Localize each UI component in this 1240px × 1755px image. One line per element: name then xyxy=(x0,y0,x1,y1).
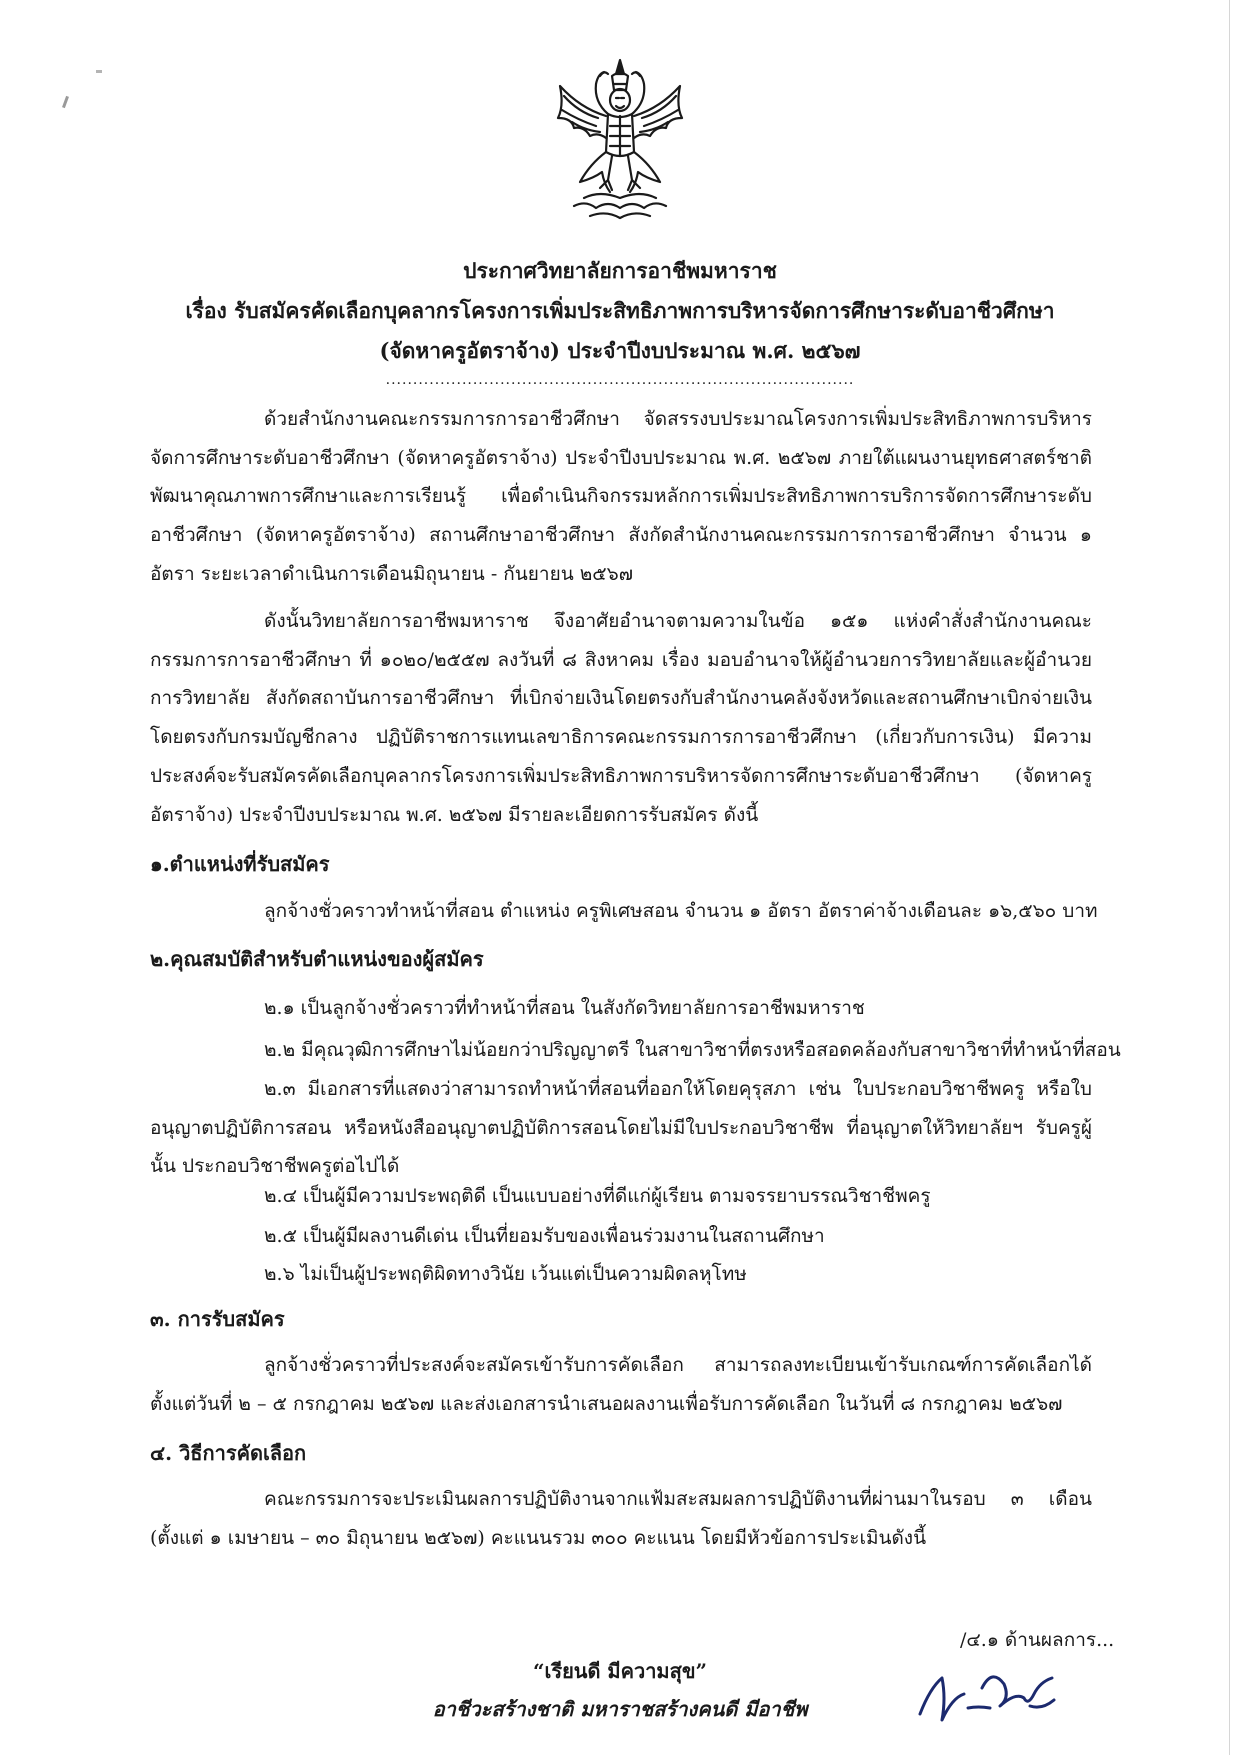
handwritten-signature-icon xyxy=(912,1648,1082,1728)
scan-speck xyxy=(96,70,102,73)
announcement-subject: เรื่อง รับสมัครคัดเลือกบุคลากรโครงการเพิ่มประสิทธิภาพการบริหารจัดการศึกษาระดับอาชีวศึกษา xyxy=(185,298,1055,323)
school-motto: “เรียนดี มีความสุข” xyxy=(532,1659,707,1683)
qualification-item: ๒.๑ เป็นลูกจ้างชั่วคราวที่ทำหน้าที่สอน ในสังกัดวิทยาลัยการอาชีพมหาราช xyxy=(264,997,865,1019)
garuda-emblem-icon xyxy=(550,56,690,226)
announcement-subject-continued: (จัดหาครูอัตราจ้าง) ประจำปีงบประมาณ พ.ศ. ๒๕๖๗ xyxy=(379,338,861,363)
qualification-item: ๒.๒ มีคุณวุฒิการศึกษาไม่น้อยกว่าปริญญาตรี ในสาขาวิชาที่ตรงหรือสอดคล้องกับสาขาวิชาที่ทำหน้าที่สอน xyxy=(264,1039,1121,1061)
section-heading: ๒.คุณสมบัติสำหรับตำแหน่งของผู้สมัคร xyxy=(150,947,484,971)
intro-paragraph: ด้วยสำนักงานคณะกรรมการการอาชีวศึกษา จัดสรรงบประมาณโครงการเพิ่มประสิทธิภาพการบริหารจัดการศึกษาระดับอาชีวศึกษา (จัดหาครูอัตราจ้าง) ประจำปีงบประมาณ พ.ศ. ๒๕๖๗ ภายใต้แผนงานยุทธศาสตร์ชาติพัฒนาคุณภาพการศึกษาและการเรียนรู้ เพื่อดำเนินกิจกรรมหลักการเพิ่มประสิทธิภาพการบริการจัดการศึกษาระดับอาชีวศึกษา (จัดหาครูอัตราจ้าง) สถานศึกษาอาชีวศึกษา สังกัดสำนักงานคณะกรรมการการอาชีวศึกษา จำนวน ๑ อัตรา ระยะเวลาดำเนินการเดือนมิถุนายน - กันยายน ๒๕๖๗ xyxy=(150,408,1092,585)
section-heading: ๑.ตำแหน่งที่รับสมัคร xyxy=(150,852,330,876)
continued-marker: /๔.๑ ด้านผลการ... xyxy=(960,1629,1115,1651)
title-divider: ...................................................................................... xyxy=(385,372,855,388)
authority-paragraph: ดังนั้นวิทยาลัยการอาชีพมหาราช จึงอาศัยอำนาจตามความในข้อ ๑๕๑ แห่งคำสั่งสำนักงานคณะกรรมการการอาชีวศึกษา ที่ ๑๐๒๐/๒๕๕๗ ลงวันที่ ๘ สิงหาคม เรื่อง มอบอำนาจให้ผู้อำนวยการวิทยาลัยและผู้อำนวยการวิทยาลัย สังกัดสถาบันการอาชีวศึกษา ที่เบิกจ่ายเงินโดยตรงกับสำนักงานคลังจังหวัดและสถานศึกษาเบิกจ่ายเงินโดยตรงกับกรมบัญชีกลาง ปฏิบัติราชการแทนเลขาธิการคณะกรรมการการอาชีวศึกษา (เกี่ยวกับการเงิน) มีความประสงค์จะรับสมัครคัดเลือกบุคลากรโครงการเพิ่มประสิทธิภาพการบริหารจัดการศึกษาระดับอาชีวศึกษา (จัดหาครูอัตราจ้าง) ประจำปีงบประมาณ พ.ศ. ๒๕๖๗ มีรายละเอียดการรับสมัคร ดังนี้ xyxy=(150,610,1092,826)
school-slogan: อาชีวะสร้างชาติ มหาราชสร้างคนดี มีอาชีพ xyxy=(432,1697,808,1721)
announcement-title: ประกาศวิทยาลัยการอาชีพมหาราช xyxy=(463,258,777,283)
position-text: ลูกจ้างชั่วคราวทำหน้าที่สอน ตำแหน่ง ครูพิเศษสอน จำนวน ๑ อัตรา อัตราค่าจ้างเดือนละ ๑๖,๕๖๐ บาท xyxy=(264,900,1098,922)
qualification-item: ๒.๕ เป็นผู้มีผลงานดีเด่น เป็นที่ยอมรับของเพื่อนร่วมงานในสถานศึกษา xyxy=(264,1225,825,1247)
application-paragraph: ลูกจ้างชั่วคราวที่ประสงค์จะสมัครเข้ารับการคัดเลือก สามารถลงทะเบียนเข้ารับเกณฑ์การคัดเลือกได้ตั้งแต่วันที่ ๒ – ๕ กรกฎาคม ๒๕๖๗ และส่งเอกสารนำเสนอผลงานเพื่อรับการคัดเลือก ในวันที่ ๘ กรกฎาคม ๒๕๖๗ xyxy=(150,1354,1092,1415)
scan-speck xyxy=(62,96,69,108)
section-heading: ๓. การรับสมัคร xyxy=(150,1307,285,1331)
qualification-item: ๒.๖ ไม่เป็นผู้ประพฤติผิดทางวินัย เว้นแต่เป็นความผิดลหุโทษ xyxy=(264,1263,747,1285)
qualification-item: ๒.๔ เป็นผู้มีความประพฤติดี เป็นแบบอย่างที่ดีแก่ผู้เรียน ตามจรรยาบรรณวิชาชีพครู xyxy=(264,1185,931,1207)
section-heading: ๔. วิธีการคัดเลือก xyxy=(150,1441,307,1465)
qualification-item: ๒.๓ มีเอกสารที่แสดงว่าสามารถทำหน้าที่สอนที่ออกให้โดยคุรุสภา เช่น ใบประกอบวิชาชีพครู หรือใบอนุญาตปฏิบัติการสอน หรือหนังสืออนุญาตปฏิบัติการสอนโดยไม่มีใบประกอบวิชาชีพ ที่อนุญาตให้วิทยาลัยฯ รับครูผู้นั้น ประกอบวิชาชีพครูต่อไปได้ xyxy=(150,1078,1092,1178)
selection-paragraph: คณะกรรมการจะประเมินผลการปฏิบัติงานจากแฟ้มสะสมผลการปฏิบัติงานที่ผ่านมาในรอบ ๓ เดือน (ตั้งแต่ ๑ เมษายน – ๓๐ มิถุนายน ๒๕๖๗) คะแนนรวม ๓๐๐ คะแนน โดยมีหัวข้อการประเมินดังนี้ xyxy=(150,1488,1092,1549)
